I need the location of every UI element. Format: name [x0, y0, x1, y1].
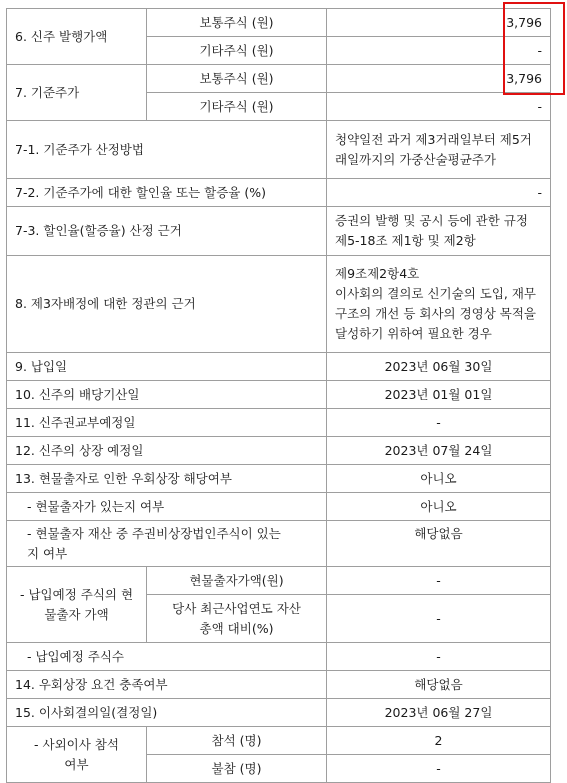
table-row: [7, 179, 551, 207]
table-row: [7, 65, 551, 93]
table-row: [7, 567, 551, 595]
sub-label: 불참 (명): [147, 755, 327, 783]
row-value: 증권의 발행 및 공시 등에 관한 규정 제5-18조 제1항 및 제2항: [327, 207, 551, 256]
sub-label: 기타주식 (원): [147, 93, 327, 121]
article-text: 이사회의 결의로 신기술의 도입, 재무구조의 개선 등 회사의 경영상 목적을 달성하기 위하여 필요한 경우: [335, 286, 536, 341]
sub-label: 보통주식 (원): [147, 65, 327, 93]
table-row: [7, 409, 551, 437]
article-ref: 제9조제2항4호: [335, 266, 420, 281]
table-row: [7, 437, 551, 465]
row-label: - 납입예정 주식수: [7, 643, 327, 671]
row-value: 해당없음: [327, 671, 551, 699]
row-label: 8. 제3자배정에 대한 정관의 근거: [7, 256, 327, 353]
table-row: [7, 256, 551, 353]
row-value: 해당없음: [327, 521, 551, 567]
row-value: 청약일전 과거 제3거래일부터 제5거래일까지의 가중산술평균주가: [327, 121, 551, 179]
row-label: 7-3. 할인율(할증율) 산정 근거: [7, 207, 327, 256]
table-row: [7, 699, 551, 727]
row-label: 9. 납입일: [7, 353, 327, 381]
row-label: - 사외이사 참석여부: [7, 727, 147, 783]
sub-label: 보통주식 (원): [147, 9, 327, 37]
table-row: [7, 671, 551, 699]
issue-price-other: -: [327, 37, 551, 65]
row-label: - 납입예정 주식의 현물출자 가액: [7, 567, 147, 643]
table-row: [7, 465, 551, 493]
row-label: 10. 신주의 배당기산일: [7, 381, 327, 409]
table-row: [7, 727, 551, 755]
row-label: 15. 이사회결의일(결정일): [7, 699, 327, 727]
disclosure-table: [6, 8, 551, 783]
row-value: 2: [327, 727, 551, 755]
sub-label: 참석 (명): [147, 727, 327, 755]
row-label: - 현물출자가 있는지 여부: [7, 493, 327, 521]
row-value: 아니오: [327, 493, 551, 521]
sub-label: 기타주식 (원): [147, 37, 327, 65]
row-value: [327, 256, 551, 353]
row-label: - 현물출자 재산 중 주권비상장법인주식이 있는지 여부: [7, 521, 327, 567]
sub-label: 현물출자가액(원): [147, 567, 327, 595]
row-value: -: [327, 567, 551, 595]
table-row: [7, 207, 551, 256]
row-label: 7. 기준주가: [7, 65, 147, 121]
base-price-common: 3,796: [327, 65, 551, 93]
table-row: [7, 493, 551, 521]
row-value: -: [327, 409, 551, 437]
row-value: -: [327, 755, 551, 783]
board-resolution-date: 2023년 06월 27일: [327, 699, 551, 727]
listing-date: 2023년 07월 24일: [327, 437, 551, 465]
table-row: [7, 121, 551, 179]
row-label: 14. 우회상장 요건 충족여부: [7, 671, 327, 699]
row-label: 11. 신주권교부예정일: [7, 409, 327, 437]
row-label: 7-1. 기준주가 산정방법: [7, 121, 327, 179]
row-label: 6. 신주 발행가액: [7, 9, 147, 65]
table-row: [7, 9, 551, 37]
row-label: 13. 현물출자로 인한 우회상장 해당여부: [7, 465, 327, 493]
sub-label: 당사 최근사업연도 자산총액 대비(%): [147, 595, 327, 643]
table-row: [7, 643, 551, 671]
payment-date: 2023년 06월 30일: [327, 353, 551, 381]
row-value: 아니오: [327, 465, 551, 493]
base-price-other: -: [327, 93, 551, 121]
row-value: -: [327, 595, 551, 643]
row-label: 7-2. 기준주가에 대한 할인율 또는 할증율 (%): [7, 179, 327, 207]
table-row: [7, 381, 551, 409]
issue-price-common: 3,796: [327, 9, 551, 37]
row-value: -: [327, 179, 551, 207]
row-label: 12. 신주의 상장 예정일: [7, 437, 327, 465]
dividend-date: 2023년 01월 01일: [327, 381, 551, 409]
table-row: [7, 521, 551, 567]
row-value: -: [327, 643, 551, 671]
table-row: [7, 353, 551, 381]
